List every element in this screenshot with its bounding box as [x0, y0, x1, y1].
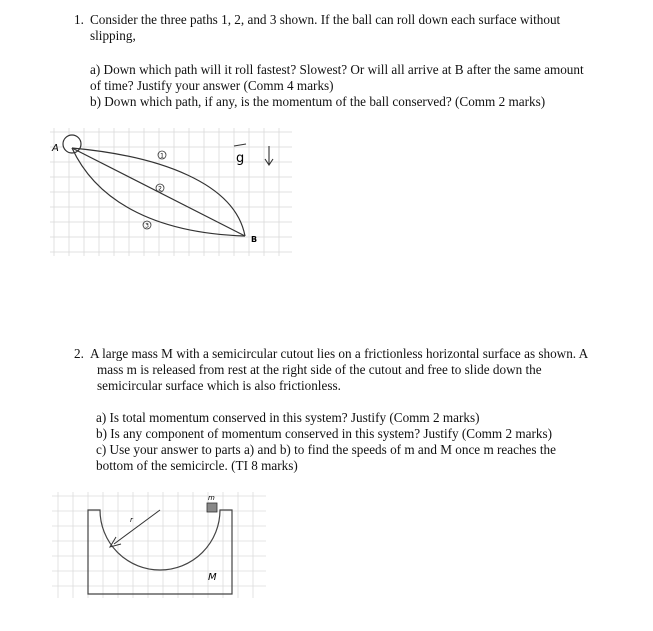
- figure-semicircle: [44, 486, 274, 602]
- figure-paths: [40, 118, 300, 260]
- question-2-part-b: b) Is any component of momentum conserved in this system? Justify (Comm 2 marks): [96, 426, 552, 441]
- gravity-label: g: [236, 151, 245, 166]
- gravity-vector-bar: [234, 144, 246, 146]
- large-mass-label: M: [208, 572, 217, 583]
- radius-label: r: [130, 516, 133, 524]
- point-a-label: A: [52, 143, 59, 154]
- question-2-part-c: c) Use your answer to parts a) and b) to find the speeds of m and M once m reaches the: [96, 442, 556, 457]
- question-1-part-a-line: of time? Justify your answer (Comm 4 marks): [90, 78, 334, 93]
- radius-line: [114, 510, 160, 544]
- question-2-line: A large mass M with a semicircular cutout lies on a frictionless horizontal surface as shown. A: [90, 346, 589, 361]
- question-2-text: [90, 346, 588, 394]
- question-1: [74, 12, 644, 46]
- path-3-label: 3: [145, 222, 149, 230]
- question-2-parts: [96, 410, 646, 474]
- grid: [52, 492, 266, 598]
- question-1-line: slipping,: [90, 28, 136, 43]
- small-mass: [207, 503, 217, 512]
- question-2-line: mass m is released from rest at the right side of the cutout and free to slide down the: [97, 362, 542, 377]
- question-2-line: semicircular surface which is also frictionless.: [97, 378, 341, 393]
- small-mass-label: m: [208, 494, 215, 502]
- figure-semicircle-svg: [44, 486, 274, 602]
- ball: [63, 135, 81, 153]
- question-1-part-b: [90, 94, 650, 110]
- path-2-label: 2: [158, 185, 162, 193]
- point-b-label: B: [251, 235, 258, 244]
- question-1-part-a: [90, 62, 650, 94]
- figure-paths-svg: [40, 118, 300, 260]
- question-1-line: Consider the three paths 1, 2, and 3 shown. If the ball can roll down each surface without: [90, 12, 561, 27]
- question-2-number: 2.: [74, 346, 84, 361]
- path-1-label: 1: [160, 152, 164, 160]
- question-1-text: [90, 12, 560, 44]
- question-1-part-b-line: b) Down which path, if any, is the momentum of the ball conserved? (Comm 2 marks): [90, 94, 546, 109]
- question-1-number: 1.: [74, 12, 84, 27]
- question-2-part-a: a) Is total momentum conserved in this system? Justify (Comm 2 marks): [96, 410, 480, 425]
- question-1-part-a-line: a) Down which path will it roll fastest? Slowest? Or will all arrive at B after the same amount: [90, 62, 584, 77]
- question-2-part-c-cont: bottom of the semicircle. (TI 8 marks): [96, 458, 298, 473]
- question-2: [74, 346, 644, 394]
